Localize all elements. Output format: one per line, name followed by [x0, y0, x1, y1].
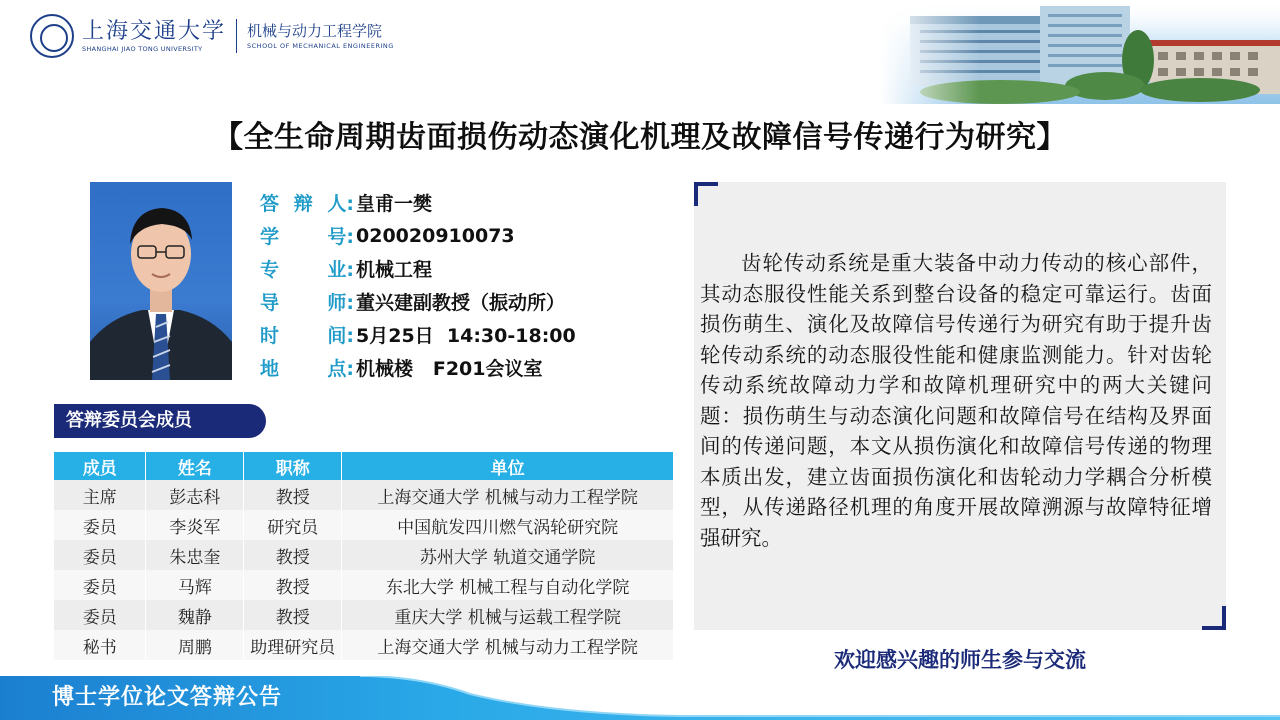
column-header-role: 成员	[54, 452, 146, 480]
cell-role: 委员	[54, 600, 146, 630]
info-row-location	[260, 351, 576, 384]
cell-affiliation: 苏州大学 轨道交通学院	[342, 540, 674, 570]
committee-table	[54, 452, 674, 660]
corner-bracket-bottom-right	[1202, 606, 1226, 630]
info-label-supervisor: 导 师:	[260, 292, 354, 314]
info-row-time	[260, 318, 576, 351]
cell-affiliation: 上海交通大学 机械与动力工程学院	[342, 480, 674, 510]
abstract-text: 齿轮传动系统是重大装备中动力传动的核心部件，其动态服役性能关系到整台设备的稳定可靠运行。齿面损伤萌生、演化及故障信号传递行为研究有助于提升齿轮传动系统的动态服役性能和健康监测能力。针对齿轮传动系统故障动力学和故障机理研究中的两大关键问题：损伤萌生与动态演化问题和故障信号在结构及界面间的传递问题，本文从损伤演化和故障信号传递的物理本质出发，建立齿面损伤演化和齿轮动力学耦合分析模型，从传递路径机理的角度开展故障溯源与故障特征增强研究。	[700, 251, 1212, 550]
campus-banner-image	[880, 0, 1280, 104]
cell-name: 彭志科	[146, 480, 244, 510]
cell-title: 教授	[244, 570, 342, 600]
university-logo	[30, 14, 394, 58]
info-value-location: 机械楼 F201会议室	[356, 358, 543, 380]
candidate-info	[260, 186, 576, 384]
info-row-defender	[260, 186, 576, 219]
cell-affiliation: 东北大学 机械工程与自动化学院	[342, 570, 674, 600]
committee-heading: 答辩委员会成员	[54, 404, 266, 438]
university-name-cn: 上海交通大学	[82, 18, 227, 44]
cell-role: 委员	[54, 570, 146, 600]
info-row-student-id	[260, 219, 576, 252]
table-row	[54, 480, 674, 510]
cell-affiliation: 上海交通大学 机械与动力工程学院	[342, 630, 674, 660]
school-name-en: SCHOOL OF MECHANICAL ENGINEERING	[247, 42, 394, 50]
info-value-supervisor: 董兴建副教授（振动所）	[356, 292, 566, 314]
info-label-student-id: 学 号:	[260, 226, 354, 248]
info-label-location: 地 点:	[260, 358, 354, 380]
header	[0, 0, 1280, 100]
column-header-title: 职称	[244, 452, 342, 480]
table-row	[54, 540, 674, 570]
info-row-major	[260, 252, 576, 285]
cell-affiliation: 中国航发四川燃气涡轮研究院	[342, 510, 674, 540]
cell-role: 主席	[54, 480, 146, 510]
cell-name: 周鹏	[146, 630, 244, 660]
info-value-time: 5月25日 14:30-18:00	[356, 325, 576, 347]
footer-title: 博士学位论文答辩公告	[52, 684, 283, 710]
column-header-name: 姓名	[146, 452, 244, 480]
info-value-student-id: 020020910073	[356, 224, 515, 247]
column-header-affiliation: 单位	[342, 452, 674, 480]
abstract-panel	[694, 182, 1226, 630]
candidate-photo	[90, 182, 232, 380]
cell-name: 朱忠奎	[146, 540, 244, 570]
table-row	[54, 630, 674, 660]
info-label-defender: 答 辩 人:	[260, 193, 354, 215]
university-seal-icon	[30, 14, 74, 58]
table-row	[54, 570, 674, 600]
cell-title: 教授	[244, 600, 342, 630]
cell-role: 委员	[54, 540, 146, 570]
thesis-title: 【全生命周期齿面损伤动态演化机理及故障信号传递行为研究】	[213, 120, 1067, 155]
cell-title: 研究员	[244, 510, 342, 540]
info-row-supervisor	[260, 285, 576, 318]
corner-bracket-top-left	[694, 182, 718, 206]
table-row	[54, 510, 674, 540]
cell-role: 委员	[54, 510, 146, 540]
committee-header-row	[54, 452, 674, 480]
cell-name: 魏静	[146, 600, 244, 630]
info-value-major: 机械工程	[356, 259, 433, 281]
university-name-en: SHANGHAI JIAO TONG UNIVERSITY	[82, 44, 203, 53]
table-row	[54, 600, 674, 630]
cell-title: 教授	[244, 480, 342, 510]
cell-title: 教授	[244, 540, 342, 570]
school-name-cn: 机械与动力工程学院	[247, 22, 383, 40]
cell-name: 马辉	[146, 570, 244, 600]
cell-role: 秘书	[54, 630, 146, 660]
info-label-major: 专 业:	[260, 259, 354, 281]
cell-name: 李炎军	[146, 510, 244, 540]
welcome-message: 欢迎感兴趣的师生参与交流	[834, 648, 1086, 672]
info-label-time: 时 间:	[260, 325, 354, 347]
cell-affiliation: 重庆大学 机械与运载工程学院	[342, 600, 674, 630]
logo-divider	[236, 19, 237, 53]
info-value-defender: 皇甫一樊	[356, 193, 433, 215]
cell-title: 助理研究员	[244, 630, 342, 660]
